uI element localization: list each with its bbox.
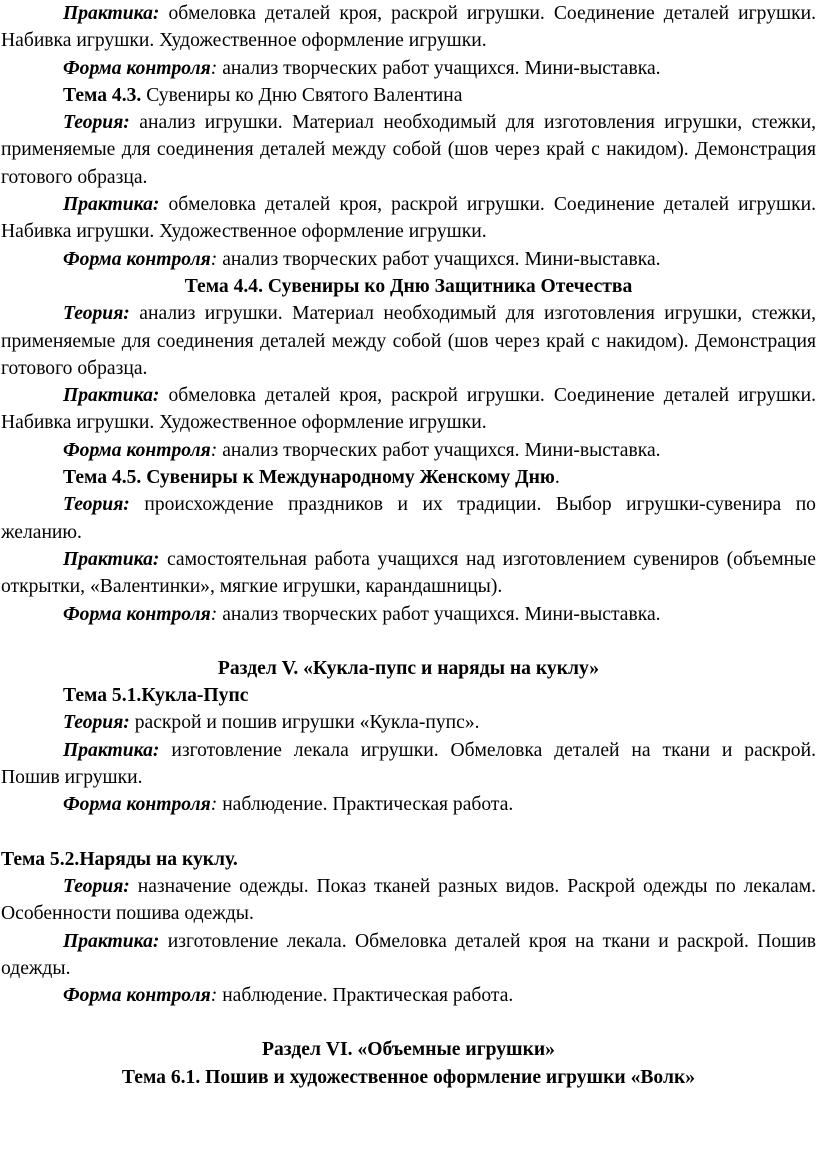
- control-colon: :: [210, 57, 218, 79]
- practice-label: Практика:: [63, 194, 160, 216]
- control-label: Форма контроля: [63, 603, 211, 625]
- practice-paragraph: [1, 737, 816, 792]
- spacer: [1, 819, 816, 846]
- control-label: Форма контроля: [63, 57, 211, 79]
- topic-4-5-title-end: .: [554, 467, 560, 489]
- theory-paragraph: [1, 491, 816, 546]
- control-colon: :: [210, 439, 218, 461]
- control-text: анализ творческих работ учащихся. Мини-выставка.: [222, 57, 661, 79]
- section-6-heading: Раздел VI. «Объемные игрушки»: [262, 1039, 555, 1061]
- theory-text: анализ игрушки. Материал необходимый для изготовления игрушки, стежки, применяемые для соединения деталей между собой (шов через край с накидом). Демонстрация готового образца.: [1, 303, 816, 379]
- practice-paragraph: [1, 382, 816, 437]
- practice-paragraph: [1, 0, 816, 55]
- control-colon: :: [210, 985, 218, 1007]
- practice-label: Практика:: [63, 3, 160, 24]
- theory-label: Теория:: [63, 875, 130, 897]
- topic-4-4-heading: Тема 4.4. Сувениры ко Дню Защитника Отечества: [184, 275, 633, 297]
- theory-paragraph: [1, 709, 816, 736]
- theory-label: Теория:: [63, 494, 130, 516]
- theory-text: раскрой и пошив игрушки «Кукла-пупс».: [134, 712, 480, 734]
- practice-paragraph: [1, 546, 816, 601]
- control-label: Форма контроля: [63, 248, 211, 270]
- control-colon: :: [210, 248, 218, 270]
- section-5-heading: Раздел V. «Кукла-пупс и наряды на куклу»: [217, 657, 600, 679]
- control-label: Форма контроля: [63, 439, 211, 461]
- spacer: [1, 628, 816, 655]
- control-colon: :: [210, 794, 218, 816]
- control-label: Форма контроля: [63, 985, 211, 1007]
- practice-text: изготовление лекала. Обмеловка деталей кроя на ткани и раскрой. Пошив одежды.: [1, 930, 816, 979]
- theory-label: Теория:: [63, 303, 130, 325]
- theory-paragraph: [1, 300, 816, 382]
- theory-text: происхождение праздников и их традиции. Выбор игрушки-сувенира по желанию.: [1, 494, 816, 543]
- theory-text: назначение одежды. Показ тканей разных видов. Раскрой одежды по лекалам. Особенности пошива одежды.: [1, 875, 816, 925]
- control-paragraph: [1, 791, 816, 818]
- topic-4-5-title: Тема 4.5. Сувениры к Международному Женскому Дню: [63, 467, 555, 489]
- practice-label: Практика:: [63, 739, 160, 761]
- control-paragraph: [1, 601, 816, 628]
- theory-paragraph: [1, 873, 816, 928]
- topic-4-3-title: Сувениры ко Дню Святого Валентина: [141, 84, 463, 106]
- topic-5-1-heading: Тема 5.1.Кукла-Пупс: [63, 685, 249, 707]
- spacer: [1, 1009, 816, 1036]
- control-label: Форма контроля: [63, 794, 211, 816]
- control-paragraph: [1, 55, 816, 82]
- practice-text: обмеловка деталей кроя, раскрой игрушки. Соединение деталей игрушки. Набивка игрушки. Художественное оформление игрушки.: [1, 194, 816, 243]
- topic-4-3-heading: [1, 82, 816, 109]
- control-paragraph: [1, 437, 816, 464]
- practice-text: самостоятельная работа учащихся над изготовлением сувениров (объемные открытки, «Валентинки», мягкие игрушки, карандашницы).: [1, 548, 816, 598]
- control-text: анализ творческих работ учащихся. Мини-выставка.: [222, 439, 661, 461]
- theory-label: Теория:: [63, 712, 130, 734]
- control-paragraph: [1, 246, 816, 273]
- practice-text: изготовление лекала игрушки. Обмеловка деталей на ткани и раскрой. Пошив игрушки.: [1, 739, 816, 789]
- practice-text: обмеловка деталей кроя, раскрой игрушки. Соединение деталей игрушки. Набивка игрушки. Художественное оформление игрушки.: [1, 385, 816, 434]
- topic-4-3-number: Тема 4.3.: [63, 84, 142, 106]
- control-text: наблюдение. Практическая работа.: [222, 985, 514, 1007]
- topic-6-1-heading: Тема 6.1. Пошив и художественное оформление игрушки «Волк»: [121, 1066, 696, 1088]
- practice-text: обмеловка деталей кроя, раскрой игрушки. Соединение деталей игрушки. Набивка игрушки. Художественное оформление игрушки.: [1, 3, 816, 52]
- practice-label: Практика:: [63, 385, 160, 407]
- control-text: анализ творческих работ учащихся. Мини-выставка.: [222, 603, 661, 625]
- practice-label: Практика:: [63, 930, 160, 952]
- control-text: анализ творческих работ учащихся. Мини-выставка.: [222, 248, 661, 270]
- topic-5-2-heading: Тема 5.2.Наряды на куклу.: [1, 848, 238, 870]
- practice-paragraph: [1, 191, 816, 246]
- control-paragraph: [1, 982, 816, 1009]
- practice-paragraph: [1, 928, 816, 983]
- control-colon: :: [210, 603, 218, 625]
- theory-paragraph: [1, 109, 816, 191]
- topic-4-5-heading: [1, 464, 816, 491]
- theory-text: анализ игрушки. Материал необходимый для изготовления игрушки, стежки, применяемые для соединения деталей между собой (шов через край с накидом). Демонстрация готового образца.: [1, 112, 816, 188]
- theory-label: Теория:: [63, 112, 130, 134]
- practice-label: Практика:: [63, 548, 160, 570]
- control-text: наблюдение. Практическая работа.: [222, 794, 514, 816]
